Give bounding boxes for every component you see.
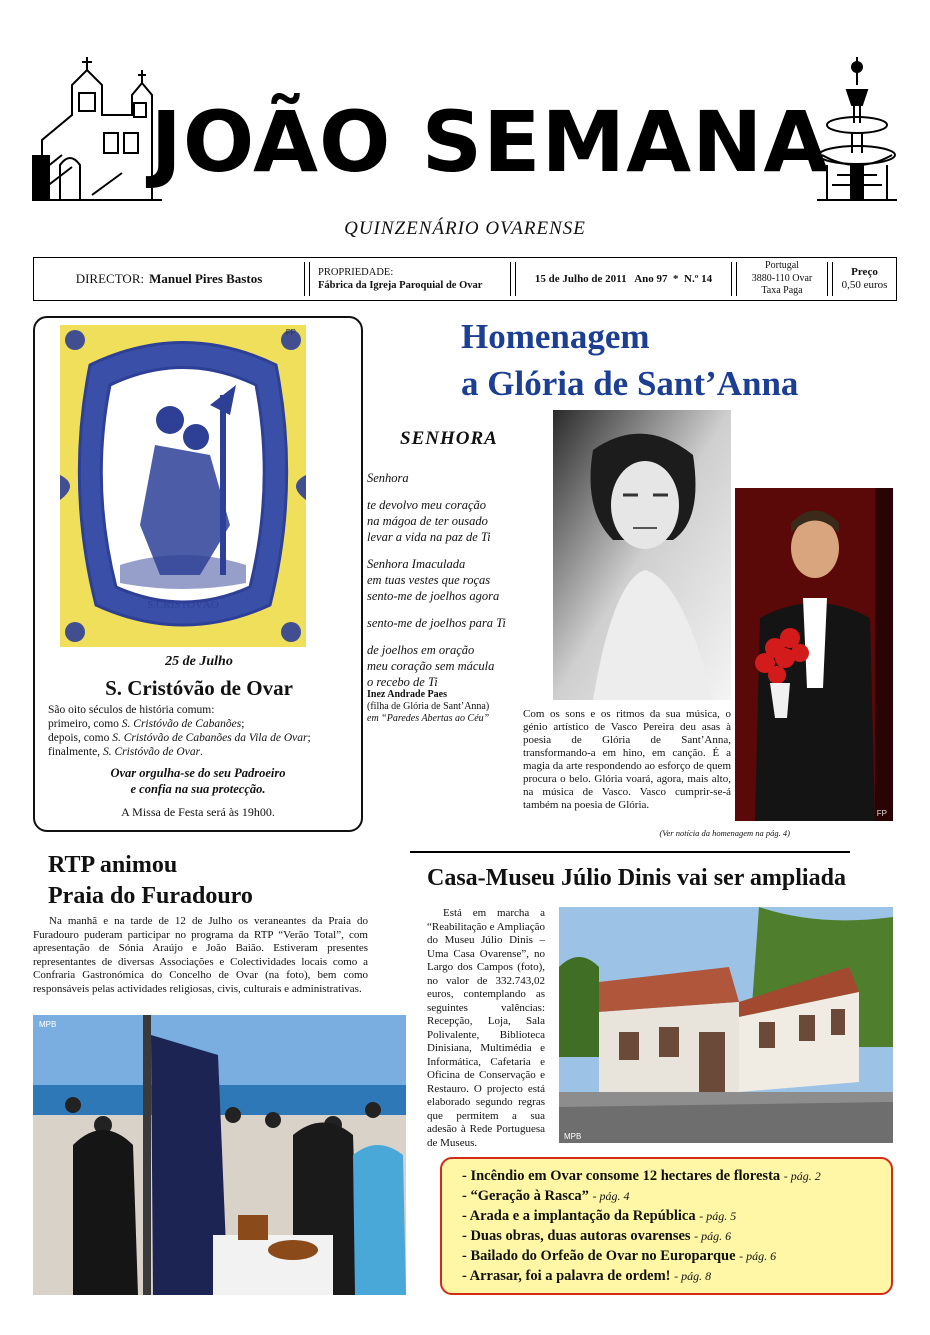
index-item[interactable]: - Duas obras, duas autoras ovarenses - pág. 6 xyxy=(462,1228,732,1244)
poem-stanza: Senhora Imaculada em tuas vestes que roças sento-me de joelhos agora xyxy=(367,557,500,603)
poem-stanza: Senhora xyxy=(367,471,409,485)
azulejo-saint-image xyxy=(60,325,306,647)
homage-headline-line2: a Glória de Sant’Anna xyxy=(461,364,799,403)
price-label: Preço xyxy=(851,266,878,278)
musician-photo-credit: FP xyxy=(876,809,887,818)
saint-date: 25 de Julho xyxy=(165,654,233,669)
portrait-photo xyxy=(553,410,731,700)
tile-credit: FP xyxy=(285,328,296,337)
museu-article-text: Está em marcha a “Reabilitação e Ampliação do Museu Júlio Dinis – Uma Casa Ovarense”, no Largo dos Campos (foto), no valor de 332.743,02 euros, contemplando as seguintes valências: Recepção, Loja, Sala Polivalente, Biblioteca Dinisiana, Multimédia e Informática, Cafetaria e Oficina de Conservação e Restauro. O projecto está elaborado segundo regras que permitem a sua adesão à Rede Portuguesa de Museus. xyxy=(427,907,545,1149)
saint-tagline: Ovar orgulha-se do seu Padroeiro e confia na sua protecção. xyxy=(110,766,286,796)
beach-photo-credit: MPB xyxy=(39,1020,57,1029)
director-name: Manuel Pires Bastos xyxy=(149,271,263,286)
homage-caption: Com os sons e os ritmos da sua música, o génio artístico de Vasco Pereira deu asas à poesia de Glória de Sant’Anna, transformando-a em hino, em canção. É a magia da arte respondendo ao esforço de quem procura o belo. Glória voará, agora, mais alto, na música de Vasco. Vasco cumprir-se-á também na poesia de Glória. xyxy=(523,708,731,811)
price-value: 0,50 euros xyxy=(841,279,888,291)
poem xyxy=(367,470,542,701)
index-item[interactable]: - Arada e a implantação da República - pág. 5 xyxy=(462,1208,737,1224)
index-item[interactable]: - Bailado do Orfeão de Ovar no Europarque - pág. 6 xyxy=(462,1248,777,1264)
property-label: PROPRIEDADE: xyxy=(318,267,394,278)
beach-event-photo xyxy=(33,1015,406,1295)
poem-author: Inez Andrade Paes (filha de Glória de Sant’Anna) em “Paredes Abertas ao Céu” xyxy=(367,689,490,724)
index-item[interactable]: - “Geração à Rasca” - pág. 4 xyxy=(462,1188,630,1204)
history-line: depois, como S. Cristóvão de Cabanões da Vila de Ovar; xyxy=(48,732,311,744)
section-divider xyxy=(410,851,850,853)
issue-info: 15 de Julho de 2011 Ano 97 * N.º 14 xyxy=(534,273,713,285)
history-line: finalmente, S. Cristóvão de Ovar. xyxy=(48,746,203,758)
history-line: primeiro, como S. Cristóvão de Cabanões; xyxy=(48,718,245,730)
saint-history xyxy=(48,703,348,759)
museum-house-photo xyxy=(559,907,893,1143)
postal-line2: 3880-110 Ovar xyxy=(751,272,813,284)
inside-index-box xyxy=(440,1157,893,1295)
index-item[interactable]: - Arrasar, foi a palavra de ordem! - pág. 8 xyxy=(462,1268,712,1284)
musician-photo xyxy=(735,488,893,821)
rtp-article-text: Na manhã e na tarde de 12 de Julho os veraneantes da Praia do Furadouro puderam participar no programa da RTP “Verão Total”, com apresentação de Sónia Araújo e João Baião. Estiveram presentes representantes de diversas Associações e Colectividades locais como a Confraria Gastronómica do Concelho de Ovar (na foto), bem como responsáveis pelas actividades religiosas, civis, culturais e administrativas. xyxy=(33,915,368,995)
tile-caption: S.CRISTOVÃO xyxy=(147,599,219,611)
poem-stanza: te devolvo meu coração na mágoa de ter ousado levar a vida na paz de Ti xyxy=(367,498,491,544)
info-bar xyxy=(33,257,897,301)
index-item[interactable]: - Incêndio em Ovar consome 12 hectares de floresta - pág. 2 xyxy=(462,1168,821,1184)
history-line: São oito séculos de história comum: xyxy=(48,704,215,716)
property-value: Fábrica da Igreja Paroquial de Ovar xyxy=(318,280,483,291)
masthead-title: JOÃO SEMANA xyxy=(150,93,830,191)
museu-headline: Casa-Museu Júlio Dinis vai ser ampliada xyxy=(427,865,846,891)
director-label: DIRECTOR: xyxy=(75,271,145,286)
poem-stanza: sento-me de joelhos para Ti xyxy=(367,616,506,630)
saint-title: S. Cristóvão de Ovar xyxy=(105,676,293,700)
masthead-subtitle: QUINZENÁRIO OVARENSE xyxy=(344,218,586,239)
postal-line3: Taxa Paga xyxy=(761,285,803,297)
poem-stanza: de joelhos em oração meu coração sem mácula o recebo de Ti xyxy=(367,643,495,689)
museum-photo-credit: MPB xyxy=(564,1132,582,1141)
rtp-headline: RTP animou Praia do Furadouro xyxy=(48,852,253,909)
poem-title: SENHORA xyxy=(400,428,498,449)
homage-see-note: (Ver notícia da homenagem na pág. 4) xyxy=(659,828,790,838)
homage-headline-line1: Homenagem xyxy=(461,317,650,356)
saint-mass-time: A Missa de Festa será às 19h00. xyxy=(121,805,275,819)
postal-line1: Portugal xyxy=(765,260,799,272)
